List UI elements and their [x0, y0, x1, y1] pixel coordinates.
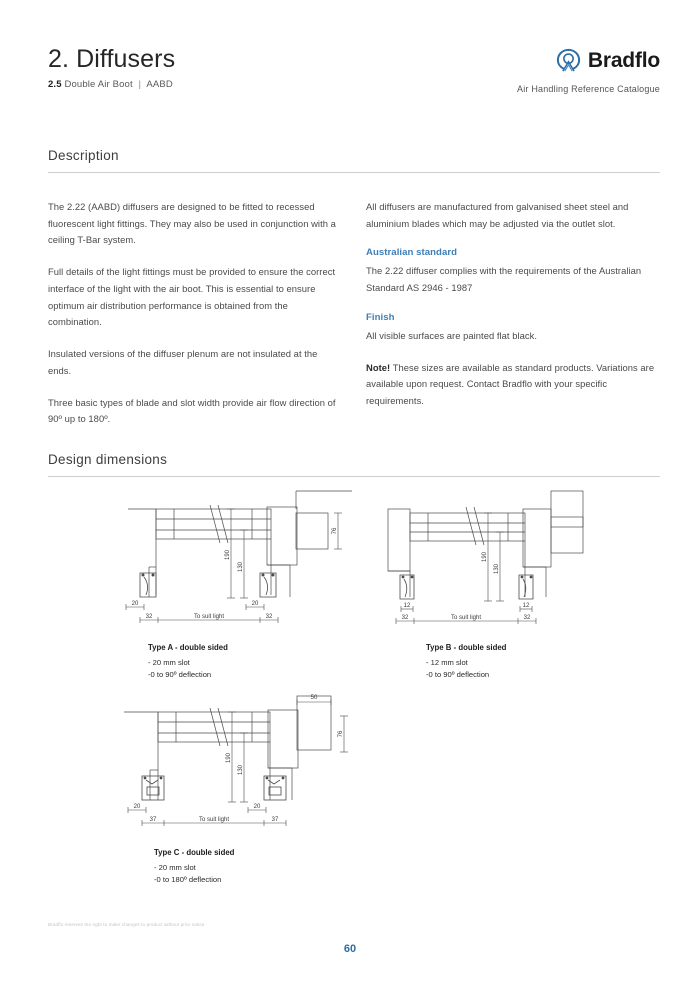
paragraph: Full details of the light fittings must be provided to ensure the correct interface of the light with the air boot. This is essential to ensure optimum air distribution performance is obtained from the combination.	[48, 266, 336, 328]
dimension-base-left: 37	[149, 817, 157, 823]
drawing-type-a	[100, 485, 352, 681]
caption-type-c	[154, 847, 358, 886]
dimension-76: 76	[332, 527, 338, 535]
page-header	[48, 46, 660, 108]
subtitle-code: AABD	[146, 78, 173, 90]
dimension-base-right: 37	[271, 817, 279, 823]
dimension-duct-width: 50	[310, 695, 318, 701]
description-right-column	[366, 199, 660, 428]
note-paragraph	[366, 360, 660, 410]
page-title: 2. Diffusers	[48, 45, 176, 73]
dimension-130: 130	[238, 764, 244, 776]
description-columns	[48, 199, 660, 428]
drawings-area	[48, 485, 660, 905]
australian-standard-heading: Australian standard	[366, 247, 458, 259]
dimension-span-label: To suit light	[198, 817, 230, 823]
caption-line: - 12 mm slot	[426, 657, 468, 667]
bradflo-arc-logo-icon	[556, 48, 581, 73]
page-subtitle	[48, 79, 175, 90]
dimension-130: 130	[238, 561, 244, 573]
dimension-slot-right: 20	[251, 601, 259, 607]
page-number: 60	[343, 943, 357, 955]
dimension-span-label: To suit light	[450, 615, 482, 621]
caption-line: -0 to 90º deflection	[148, 669, 212, 679]
caption-type-a	[148, 642, 352, 681]
title-block	[48, 46, 175, 90]
design-dimensions-divider	[48, 476, 660, 477]
dimension-slot-right: 20	[253, 804, 261, 810]
dimension-130: 130	[494, 563, 500, 575]
description-divider	[48, 172, 660, 173]
dimension-slot-left: 20	[131, 601, 139, 607]
caption-title: Type C - double sided	[154, 848, 235, 857]
paragraph: All diffusers are manufactured from galvanised sheet steel and aluminium blades which may be adjusted via the outlet slot.	[366, 201, 629, 229]
paragraph: The 2.22 diffuser complies with the requirements of the Australian Standard AS 2946 - 1987	[366, 265, 642, 294]
brand-tagline: Air Handling Reference Catalogue	[517, 84, 660, 94]
caption-title: Type B - double sided	[426, 643, 507, 652]
dimension-base-right: 32	[523, 615, 531, 621]
caption-title: Type A - double sided	[148, 643, 228, 652]
drawing-type-c	[106, 690, 358, 886]
description-left-column	[48, 199, 342, 428]
caption-line: - 20 mm slot	[154, 862, 196, 872]
drawing-type-b	[378, 485, 630, 681]
dimension-slot-left: 20	[133, 804, 141, 810]
brand-name: Bradflo	[587, 48, 660, 72]
design-dimensions-heading: Design dimensions	[48, 452, 168, 467]
note-text: These sizes are available as standard products. Variations are available upon request. Contact Bradflo with your specific requirements.	[366, 361, 655, 407]
finish-heading: Finish	[366, 311, 395, 323]
caption-type-b	[426, 642, 630, 681]
brand-row	[410, 48, 660, 73]
dimension-base-right: 32	[265, 614, 273, 620]
dimension-span-label: To suit light	[193, 614, 225, 620]
dimension-base-left: 32	[145, 614, 153, 620]
paragraph: The 2.22 (AABD) diffusers are designed to be fitted to recessed fluorescent light fittings. They may also be used in conjunction with a ceiling T-Bar system.	[48, 201, 336, 246]
paragraph: Three basic types of blade and slot width provide air flow direction of 90º up to 180º.	[48, 396, 336, 425]
dimension-slot-right: 12	[522, 603, 530, 609]
description-section	[48, 148, 660, 428]
design-dimensions-section	[48, 452, 660, 477]
dimension-slot-left: 12	[403, 603, 411, 609]
caption-line: -0 to 90º deflection	[426, 669, 490, 679]
subtitle-text: Double Air Boot	[64, 78, 133, 90]
dimension-76: 76	[338, 730, 344, 738]
subtitle-separator: |	[138, 78, 142, 90]
dimension-190: 190	[226, 752, 232, 764]
dimension-base-left: 32	[401, 615, 409, 621]
brand-block	[410, 48, 660, 94]
paragraph: Insulated versions of the diffuser plenum are not insulated at the ends.	[48, 348, 318, 376]
note-lead: Note!	[366, 361, 391, 373]
subtitle-number: 2.5	[48, 78, 62, 90]
footer-disclaimer: Bradflo reserves the right to make changes to product without prior notice	[48, 922, 205, 927]
description-heading: Description	[48, 148, 119, 163]
caption-line: -0 to 180º deflection	[154, 874, 222, 884]
dimension-190: 190	[482, 551, 488, 563]
caption-line: - 20 mm slot	[148, 657, 190, 667]
paragraph: All visible surfaces are painted flat black.	[366, 329, 538, 341]
dimension-190: 190	[225, 549, 231, 561]
